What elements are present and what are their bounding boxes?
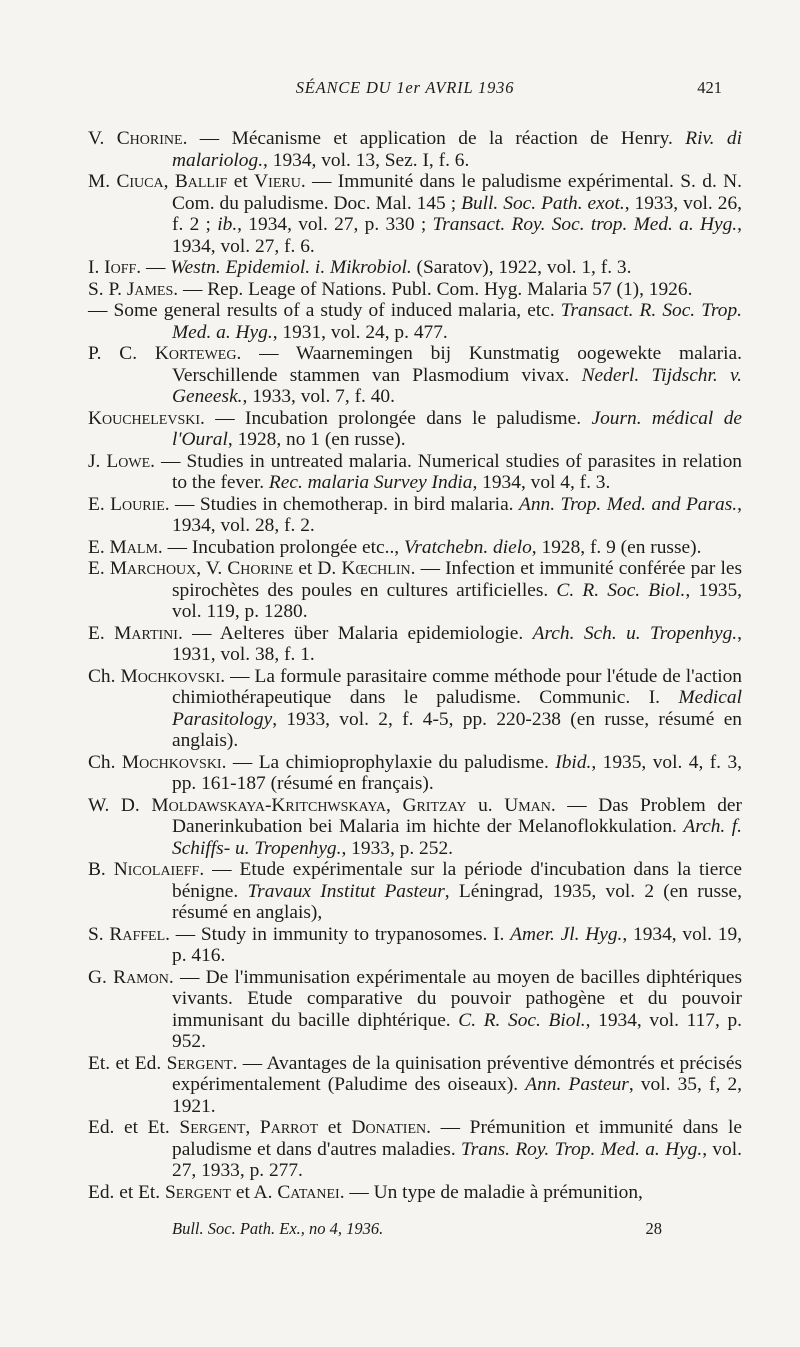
reference-text: . — Studies in chemotherap. in bird malaria.: [164, 493, 519, 515]
journal-title: ib.: [217, 214, 238, 235]
reference-entry: [88, 924, 742, 967]
reference-text: . — Incubation prolongée etc..,: [157, 536, 404, 558]
reference-entry: [88, 451, 742, 494]
reference-entry: [88, 494, 742, 537]
reference-entry: [88, 300, 742, 343]
reference-text: M.: [88, 171, 117, 192]
reference-text: , 1934, vol. 117, p. 952.: [172, 1009, 743, 1052]
sheet-number: 28: [645, 1219, 662, 1238]
author-name: Mochkovski: [120, 665, 221, 687]
reference-text: et: [227, 171, 255, 192]
reference-text: G.: [88, 966, 114, 988]
reference-entry: [88, 795, 742, 860]
reference-text: J.: [88, 450, 107, 472]
reference-entry: [88, 408, 742, 451]
journal-title: Trans. Roy. Trop. Med. a. Hyg.: [460, 1138, 703, 1160]
journal-title: Arch. Sch. u. Tropenhyg.: [532, 622, 738, 644]
reference-text: , 1934, vol. 27, f. 6.: [172, 214, 742, 257]
reference-text: ,: [245, 1117, 260, 1138]
author-name: Martini: [114, 622, 178, 644]
reference-text: E.: [88, 536, 110, 558]
reference-text: S.: [88, 923, 110, 945]
author-name: Gritzay: [402, 794, 467, 816]
page-footer: [88, 1219, 742, 1243]
reference-text: , 1931, vol. 24, p. 477.: [272, 321, 448, 343]
reference-entry: [88, 128, 742, 171]
reference-text: . —: [136, 257, 171, 278]
reference-text: . — La formule parasitaire comme méthode pour l'étude de l'action chimiothérapeutique dans le paludisme. Communic. I.: [172, 665, 742, 708]
journal-title: Transact. R. Soc. Trop. Med. a. Hyg.: [172, 300, 743, 343]
author-name: Lowe: [106, 450, 151, 472]
reference-text: . — Incubation prolongée dans le paludisme.: [200, 407, 592, 429]
reference-entry: [88, 558, 742, 623]
reference-entry: [88, 1117, 742, 1182]
author-name: Chorine: [116, 128, 183, 149]
journal-title: Vratchebn. dielo: [403, 536, 532, 558]
author-name: Nicolaieff: [113, 859, 200, 880]
reference-text: . — De l'immunisation expérimentale au moyen de bacilles diphtériques vivants. Etude comparative du pouvoir pathogène et du pouvoir immunisant du bacille diphtérique.: [168, 966, 742, 1031]
author-name: Uman: [504, 794, 551, 816]
reference-text: Ch.: [88, 665, 121, 687]
reference-text: . — Studies in untreated malaria. Numerical studies of parasites in relation to the fever.: [150, 450, 742, 493]
reference-text: — Some general results of a study of induced malaria, etc.: [88, 300, 561, 321]
reference-text: Ed. et Et.: [88, 1181, 166, 1203]
author-name: Sergent: [165, 1181, 232, 1203]
reference-text: , 1933, vol. 2, f. 4-5, pp. 220-238 (en russe, résumé en anglais).: [172, 708, 742, 751]
reference-text: Et. et Ed.: [88, 1052, 167, 1074]
reference-entry: [88, 171, 742, 257]
reference-text: , vol. 27, 1933, p. 277.: [172, 1138, 742, 1181]
author-name: Kouchelevski: [88, 407, 200, 429]
author-name: James: [126, 278, 174, 300]
reference-text: (Saratov), 1922, vol. 1, f. 3.: [411, 257, 632, 278]
reference-text: . — Rep. Leage of Nations. Publ. Com. Hyg. Malaria 57 (1), 1926.: [173, 278, 693, 300]
reference-text: , 1935, vol. 119, p. 1280.: [172, 579, 743, 622]
author-name: Ballif: [174, 171, 228, 192]
journal-title: Westn. Epidemiol. i. Mikrobiol.: [170, 257, 412, 278]
page-header: [88, 78, 722, 104]
reference-text: Ch.: [88, 751, 122, 773]
reference-entry: [88, 257, 742, 279]
reference-text: , 1933, vol. 26, f. 2 ;: [172, 192, 742, 235]
author-name: Raffel: [109, 923, 166, 945]
reference-text: , 1934, vol. 13, Sez. I, f. 6.: [263, 149, 470, 171]
reference-text: W. D.: [88, 794, 152, 816]
reference-text: et D.: [293, 558, 342, 579]
journal-title: Amer. Jl. Hyg.: [510, 923, 623, 945]
journal-title: Ibid.: [555, 751, 592, 773]
reference-text: P. C.: [88, 343, 155, 364]
journal-title: Nederl. Tijdschr. v. Geneesk.: [172, 364, 742, 407]
reference-text: . — Etude expérimentale sur la période d'incubation dans la tierce bénigne.: [172, 859, 742, 902]
author-name: Catanei: [277, 1181, 340, 1203]
reference-list: [88, 128, 742, 1203]
reference-text: , 1934, vol. 27, p. 330 ;: [237, 214, 433, 235]
author-name: Ramon: [113, 966, 169, 988]
reference-text: , 1935, vol. 4, f. 3, pp. 161-187 (résumé en français).: [172, 751, 743, 794]
reference-text: . — Mécanisme et application de la réaction de Henry.: [182, 128, 686, 149]
reference-entry: [88, 967, 742, 1053]
author-name: Chorine: [227, 558, 294, 579]
reference-text: , 1928, f. 9 (en russe).: [531, 536, 702, 558]
reference-text: S. P.: [88, 278, 127, 300]
journal-title: C. R. Soc. Biol.: [458, 1009, 586, 1031]
author-name: Moldawskaya-Kritchwskaya: [151, 794, 387, 816]
reference-entry: [88, 1182, 742, 1204]
journal-title: Travaux Institut Pasteur: [247, 880, 445, 902]
author-name: Parrot: [259, 1117, 319, 1138]
author-name: Mochkovski: [121, 751, 222, 773]
reference-text: ,: [163, 171, 175, 192]
printer-signature: Bull. Soc. Path. Ex., no 4, 1936.: [172, 1219, 384, 1238]
journal-title: C. R. Soc. Biol.: [556, 579, 686, 601]
reference-text: . — Infection et immunité conférée par les spirochètes des poules en cultures artificielles.: [172, 558, 742, 601]
journal-title: Bull. Soc. Path. exot.: [461, 192, 625, 214]
reference-text: , 1931, vol. 38, f. 1.: [172, 622, 742, 665]
journal-title: Medical Parasitology: [172, 687, 742, 730]
journal-title: Rec. malaria Survey India: [268, 472, 473, 493]
reference-entry: [88, 666, 742, 752]
reference-text: . — Study in immunity to trypanosomes. I.: [165, 923, 511, 945]
reference-text: E.: [88, 622, 115, 644]
author-name: Sergent: [179, 1117, 246, 1138]
author-name: Korteweg: [154, 343, 237, 364]
reference-text: E.: [88, 493, 111, 515]
reference-entry: [88, 279, 742, 301]
author-name: Kœchlin: [341, 558, 411, 579]
reference-text: Ed. et Et.: [88, 1117, 180, 1138]
reference-text: , 1933, vol. 7, f. 40.: [242, 386, 395, 407]
journal-title: Transact. Roy. Soc. trop. Med. a. Hyg.: [432, 214, 738, 235]
reference-text: . — La chimioprophylaxie du paludisme.: [221, 751, 556, 773]
reference-text: . — Un type de maladie à prémunition,: [339, 1181, 643, 1203]
journal-title: Journ. médical de l'Oural: [172, 407, 743, 450]
reference-text: . — Waarnemingen bij Kunstmatig oogewekte malaria. Verschillende stammen van Plasmodium vivax.: [172, 343, 742, 386]
journal-title: Riv. di malariolog.: [172, 128, 742, 171]
journal-title: Arch. f. Schiffs- u. Tropenhyg.: [172, 816, 742, 859]
reference-entry: [88, 1053, 742, 1118]
author-name: Lourie: [110, 493, 165, 515]
reference-text: , Léningrad, 1935, vol. 2 (en russe, résumé en anglais),: [172, 880, 742, 923]
reference-entry: [88, 343, 742, 408]
reference-text: V.: [88, 128, 117, 149]
reference-text: u.: [466, 794, 505, 816]
author-name: Malm: [109, 536, 158, 558]
page-number: 421: [697, 78, 722, 97]
reference-text: . — Avantages de la quinisation préventive démontrés et précisés expérimentalement (Paludime des oiseaux).: [172, 1052, 742, 1095]
journal-title: Ann. Pasteur: [525, 1074, 629, 1095]
author-name: Sergent: [166, 1052, 233, 1074]
author-name: Ciuca: [116, 171, 164, 192]
reference-text: B.: [88, 859, 114, 880]
reference-entry: [88, 623, 742, 666]
author-name: Donatien: [351, 1117, 427, 1138]
reference-text: et A.: [231, 1181, 278, 1203]
reference-text: , V.: [196, 558, 228, 579]
reference-text: E.: [88, 558, 110, 579]
reference-text: . — Immunité dans le paludisme expérimental. S. d. N. Com. du paludisme. Doc. Mal. 145 ;: [172, 171, 743, 214]
reference-text: , vol. 35, f, 2, 1921.: [172, 1074, 742, 1117]
author-name: Marchoux: [109, 558, 197, 579]
reference-text: , 1934, vol. 28, f. 2.: [172, 493, 742, 536]
reference-text: , 1933, p. 252.: [341, 837, 453, 859]
reference-text: I.: [88, 257, 105, 278]
reference-text: et: [318, 1117, 352, 1138]
reference-text: . — Das Problem der Danerinkubation bei Malaria im hichte der Melanoflokkulation.: [172, 794, 742, 837]
reference-entry: [88, 537, 742, 559]
reference-text: . — Prémunition et immunité dans le paludisme et dans d'autres maladies.: [172, 1117, 742, 1160]
author-name: Ioff: [104, 257, 137, 278]
reference-entry: [88, 859, 742, 924]
author-name: Vieru: [254, 171, 301, 192]
running-title: SÉANCE DU 1er AVRIL 1936: [295, 78, 515, 97]
reference-text: , 1934, vol. 19, p. 416.: [172, 923, 743, 966]
reference-text: , 1934, vol 4, f. 3.: [472, 472, 611, 493]
reference-text: ,: [386, 794, 403, 816]
reference-text: , 1928, no 1 (en russe).: [227, 429, 406, 450]
reference-entry: [88, 752, 742, 795]
reference-text: . — Aelteres über Malaria epidemiologie.: [177, 622, 533, 644]
journal-title: Ann. Trop. Med. and Paras.: [518, 493, 738, 515]
